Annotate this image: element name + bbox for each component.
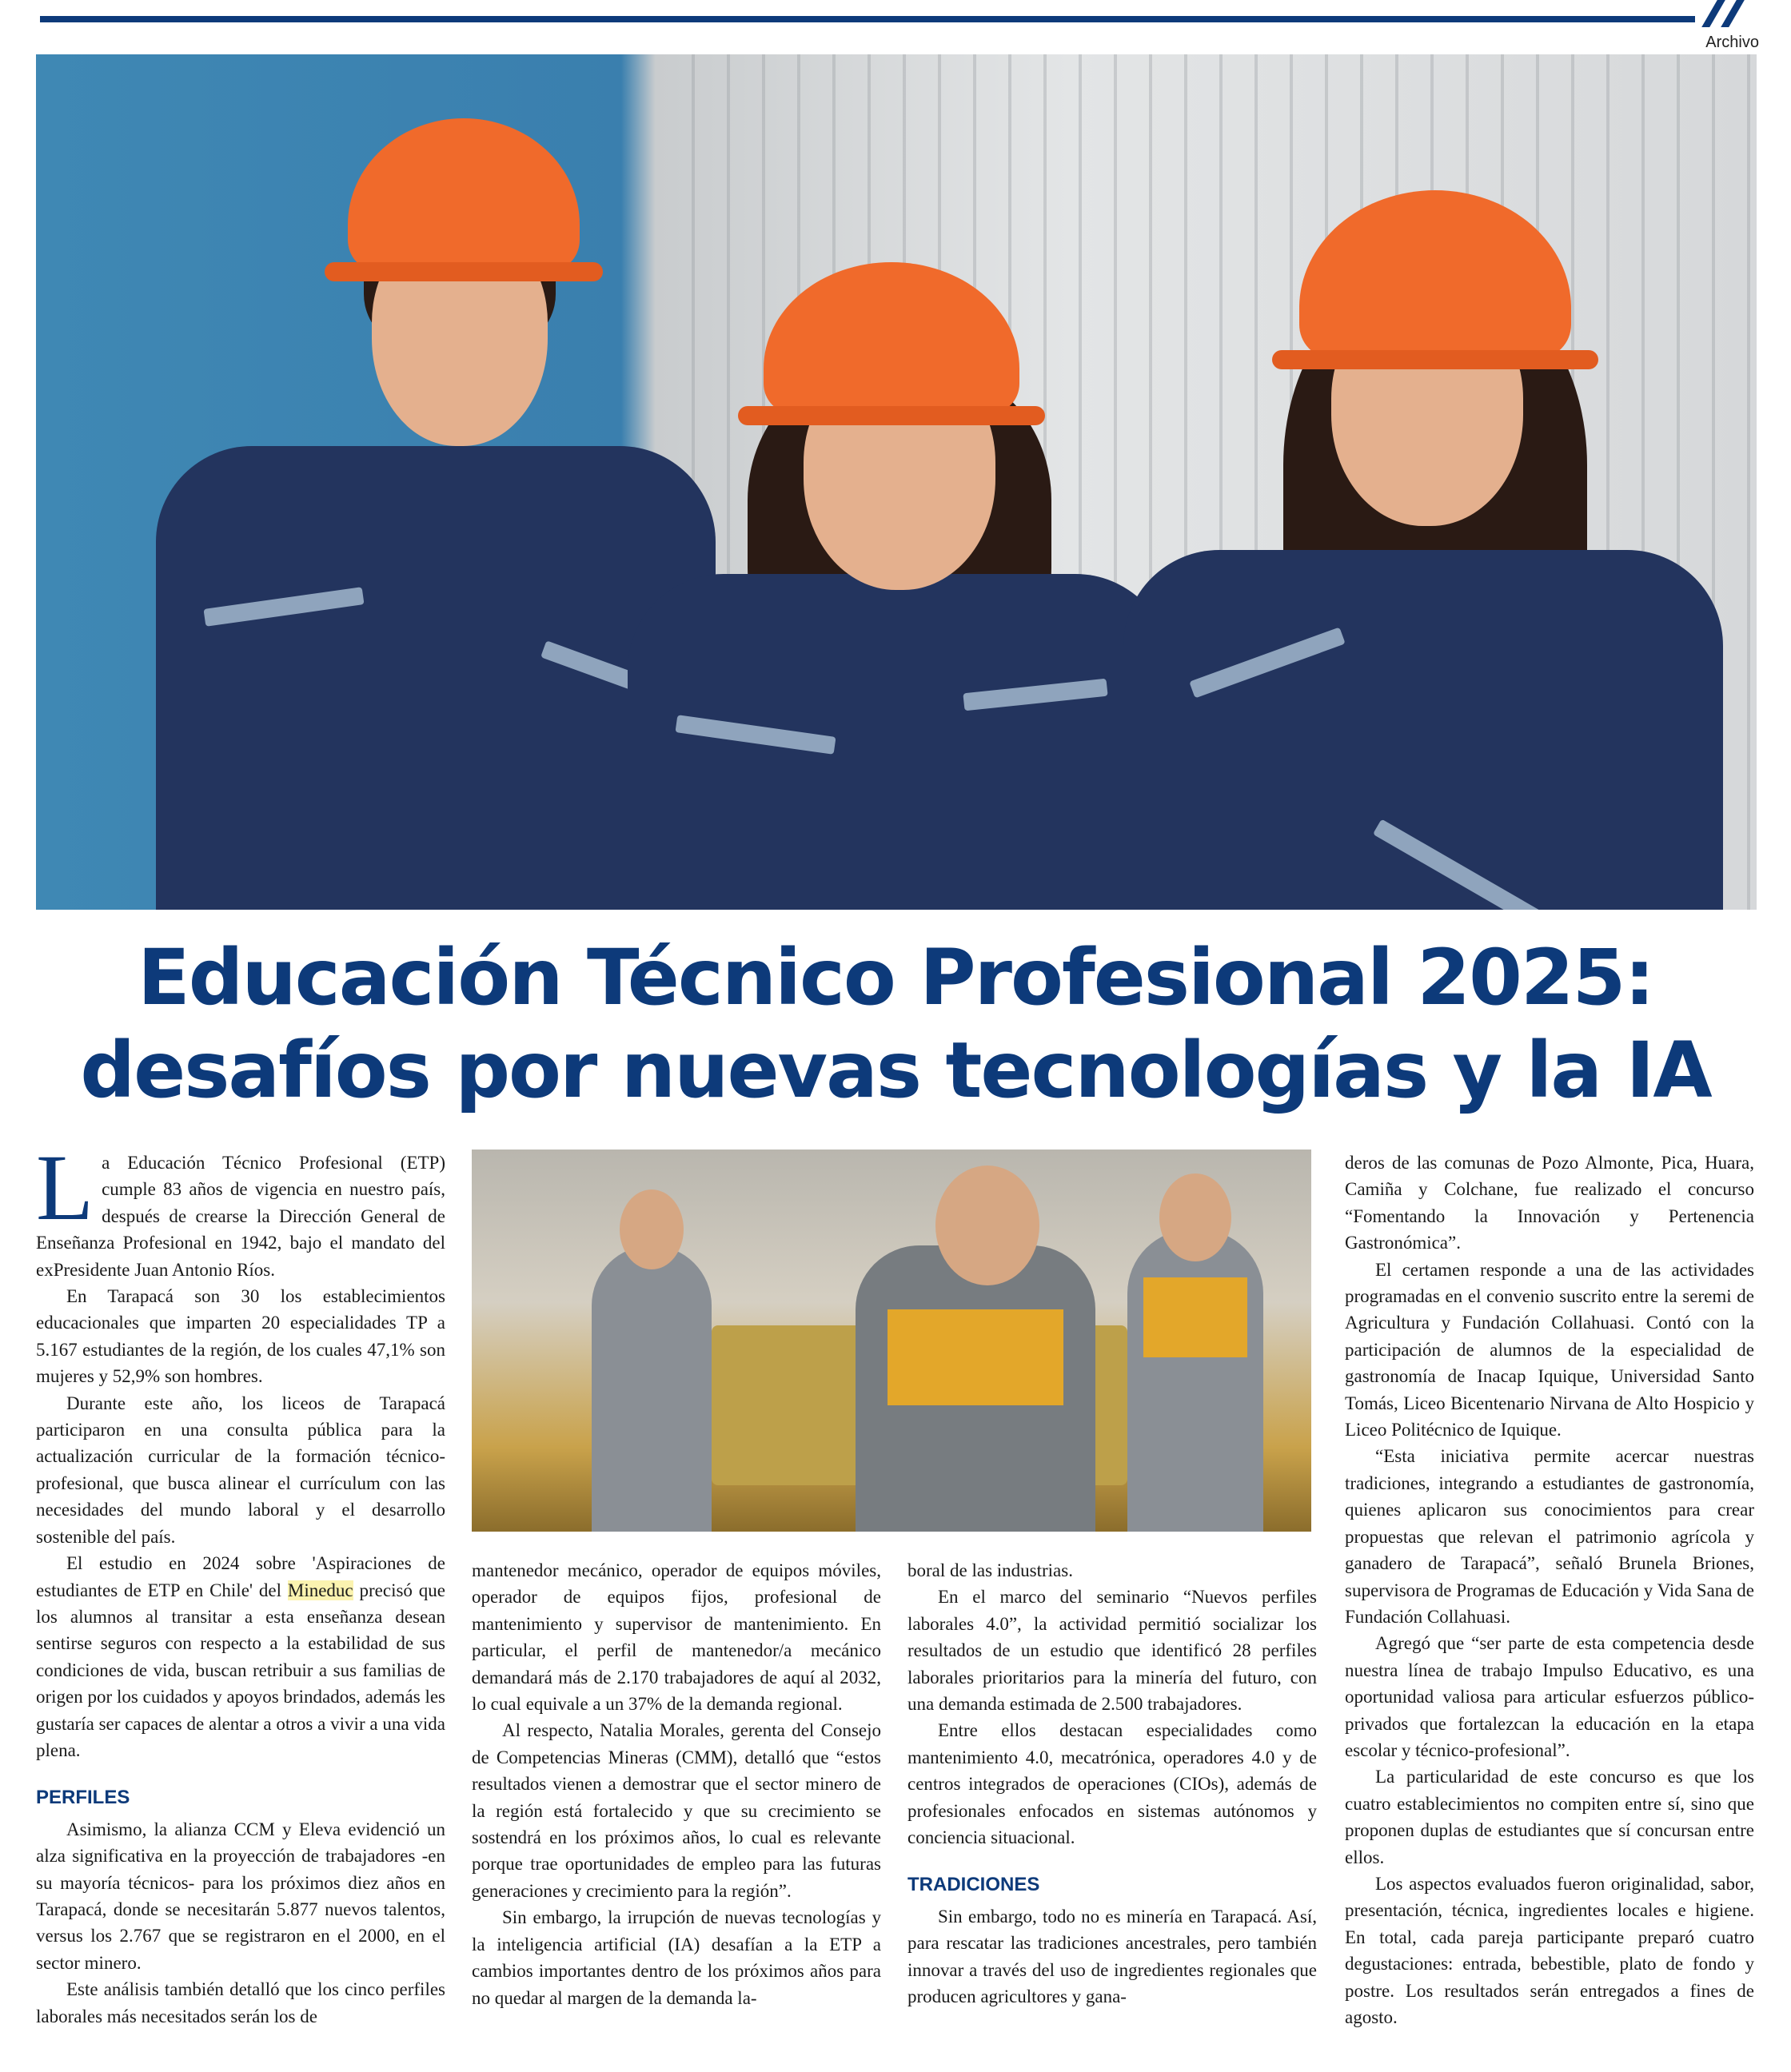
- paragraph: Entre ellos destacan especialidades como mantenimiento 4.0, mecatrónica, operadores 4.0 y de centros integrados de operaciones (CIOs), además de profesionales enfocados en sistemas autónomos y conciencia situacional.: [907, 1720, 1317, 1848]
- paragraph: mantenedor mecánico, operador de equipos móviles, operador de equipos fijos, profesional de mantenimiento y supervisor de mantenimiento. En particular, el perfil de mantenedor/a mecánico demandará más de 2.170 trabajadores de aquí al 2032, lo cual equivale a un 37% de la demanda regional.: [472, 1560, 881, 1715]
- article-column-1: [36, 1135, 445, 2030]
- student-center: [628, 238, 1171, 910]
- paragraph: El estudio en 2024 sobre 'Aspiraciones de estudiantes de ETP en Chile' del Mineduc precisó que los alumnos al transitar a esta enseñanza desean sentirse seguros con respecto a la estabilidad de sus condiciones de vida, buscan retribuir a sus familias de origen por los cuidados y apoyos brindados, además les gustaría ser capaces de alentar a otros a vivir a una vida plena.: [36, 1553, 445, 1760]
- subhead-perfiles: PERFILES: [36, 1787, 130, 1809]
- paragraph: La particularidad de este concurso es que los cuatro establecimientos no compiten entre sí, sino que proponen duplas de estudiantes que sí concursan entre ellos.: [1345, 1767, 1754, 1867]
- paragraph: Sin embargo, todo no es minería en Tarapacá. Así, para rescatar las tradiciones ancestrales, pero también innovar a través del uso de ingredientes regionales que producen agricultores y gana-: [907, 1906, 1317, 2007]
- paragraph: En el marco del seminario “Nuevos perfiles laborales 4.0”, la actividad permitió socializar los resultados de un estudio que identificó 28 perfiles laborales prioritarios para la minería del futuro, con una demanda estimada de 2.500 trabajadores.: [907, 1587, 1317, 1715]
- headline-line2: desafíos por nuevas tecnologías y la IA: [80, 1026, 1711, 1115]
- article-column-4: [1345, 1150, 1754, 2030]
- paragraph: Agregó que “ser parte de esta competencia desde nuestra línea de trabajo Impulso Educativo, es una oportunidad valiosa para articular esfuerzos público-privados que fortalezcan la educación en la etapa escolar y técnico-profesional”.: [1345, 1633, 1754, 1760]
- paragraph: Sin embargo, la irrupción de nuevas tecnologías y la inteligencia artificial (IA) desafían a la ETP a cambios importantes dentro de los próximos años para no quedar al margen de la demanda la-: [472, 1907, 881, 2008]
- paragraph: Los aspectos evaluados fueron originalidad, sabor, presentación, técnica, ingredientes locales e higiene. En total, cada pareja participante preparó cuatro degustaciones: entrada, bebestible, plato de fondo y postre. Los resultados serán entregados a fines de agosto.: [1345, 1873, 1754, 2027]
- paragraph: deros de las comunas de Pozo Almonte, Pica, Huara, Camiña y Colchane, fue realizado el concurso “Fomentando la Innovación y Pertenencia Gastronómica”.: [1345, 1153, 1754, 1253]
- paragraph: Asimismo, la alianza CCM y Eleva evidenció un alza significativa en la proyección de trabajadores -en su mayoría técnicos- para los próximos diez años en Tarapacá, donde se necesitarán 5.877 nuevos talentos, versus los 2.767 que se registraron en el 2000, en el sector minero.: [36, 1819, 445, 1973]
- article-column-3: [907, 1557, 1317, 2010]
- paragraph: En Tarapacá son 30 los establecimientos educacionales que imparten 20 especialidades TP a 5.167 estudiantes de la región, de los cuales 47,1% son mujeres y 52,9% son hombres.: [36, 1286, 445, 1387]
- paragraph: boral de las industrias.: [907, 1560, 1073, 1580]
- subhead-tradiciones: TRADICIONES: [907, 1874, 1040, 1896]
- highlight-mineduc: Mineduc: [287, 1580, 353, 1600]
- lead-paragraph: La Educación Técnico Profesional (ETP) cumple 83 años de vigencia en nuestro país, después de crearse la Dirección General de Enseñanza Profesional en 1942, bajo el mandato del exPresidente Juan Antonio Ríos.: [36, 1135, 445, 1280]
- paragraph: Al respecto, Natalia Morales, gerenta del Consejo de Competencias Mineras (CMM), detalló que “estos resultados vienen a demostrar que el sector minero de la región está fortalecido y que su crecimiento se sostendrá en los próximos años, lo cual es relevante porque trae oportunidades de empleo para las futuras generaciones y crecimiento para la región”.: [472, 1720, 881, 1901]
- three-students-hardhats-photo: [36, 54, 1757, 910]
- photo-credit: Archivo: [1705, 34, 1759, 51]
- headline: [0, 931, 1791, 1117]
- mechanics-workshop-photo: [472, 1150, 1311, 1532]
- header-accent: [1695, 0, 1759, 22]
- paragraph: Este análisis también detalló que los cinco perfiles laborales más necesitados serán los de: [36, 1979, 445, 2026]
- headline-line1: Educación Técnico Profesional 2025:: [138, 933, 1653, 1022]
- student-right: [1123, 174, 1723, 910]
- paragraph: El certamen responde a una de las actividades programadas en el convenio suscrito entre la seremi de Agricultura y Fundación Collahuasi. Contó con la participación de alumnos de la especialidad de gastronomía de Inacap Iquique, Universidad Santo Tomás, Liceo Bicentenario Nirvana de Alto Hospicio y Liceo Politécnico de Iquique.: [1345, 1259, 1754, 1440]
- article-column-2: [472, 1557, 881, 2011]
- drop-cap: L: [36, 1135, 94, 1240]
- paragraph: Durante este año, los liceos de Tarapacá participaron en una consulta pública para la actualización curricular de la formación técnico-profesional, que busca alinear el currículum con las necesidades del mundo laboral y el desarrollo sostenible del país.: [36, 1393, 445, 1547]
- header-rule: [40, 16, 1759, 22]
- paragraph: “Esta iniciativa permite acercar nuestras tradiciones, integrando a estudiantes de gastronomía, quienes aplicaron sus conocimientos para crear propuestas que relevan el patrimonio agrícola y ganadero de Tarapacá”, señaló Brunela Briones, supervisora de Programas de Educación y Vida Sana de Fundación Collahuasi.: [1345, 1446, 1754, 1627]
